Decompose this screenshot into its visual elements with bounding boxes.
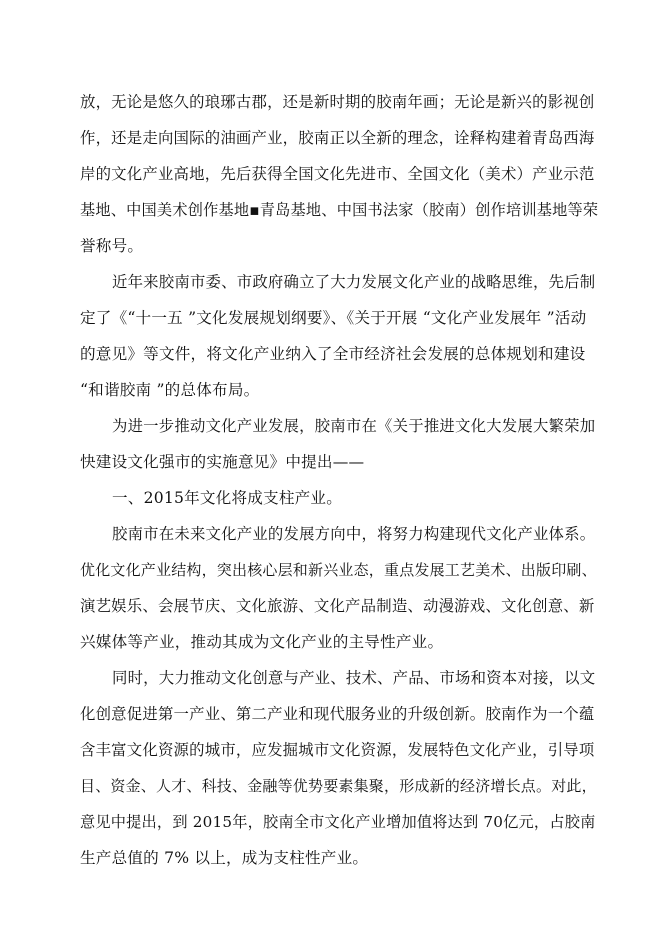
text-line: 定了《“十一五 ”文化发展规划纲要》、《关于开展 “文化产业发展年 ”活动 xyxy=(80,309,587,327)
text-line: 誉称号。 xyxy=(80,237,144,255)
text-line: 放，无论是悠久的琅琊古郡，还是新时期的胶南年画；无论是新兴的影视创 xyxy=(80,93,595,111)
text-line: “和谐胶南 ”的总体布局。 xyxy=(80,381,260,399)
text-line: 基地、中国美术创作基地▪青岛基地、中国书法家（胶南）创作培训基地等荣 xyxy=(80,201,599,219)
text-line: 岸的文化产业高地，先后获得全国文化先进市、全国文化（美术）产业示范 xyxy=(80,165,595,183)
section-heading: 一、2015年文化将成支柱产业。 xyxy=(112,489,343,507)
text-line: 意见中提出，到 2015年，胶南全市文化产业增加值将达到 70亿元，占胶南 xyxy=(80,813,596,831)
text-line: 优化文化产业结构，突出核心层和新兴业态，重点发展工艺美术、出版印刷、 xyxy=(80,561,597,579)
text-line: 的意见》等文件，将文化产业纳入了全市经济社会发展的总体规划和建设 xyxy=(80,345,586,363)
text-line: 含丰富文化资源的城市，应发掘城市文化资源，发展特色文化产业，引导项 xyxy=(80,741,595,759)
text-line: 演艺娱乐、会展节庆、文化旅游、文化产品制造、动漫游戏、文化创意、新 xyxy=(80,597,595,615)
text-line: 目、资金、人才、科技、金融等优势要素集聚，形成新的经济增长点。对此， xyxy=(80,777,597,795)
text-line: 兴媒体等产业，推动其成为文化产业的主导性产业。 xyxy=(80,633,444,651)
text-line: 胶南市在未来文化产业的发展方向中，将努力构建现代文化产业体系。 xyxy=(112,525,596,543)
text-line: 近年来胶南市委、市政府确立了大力发展文化产业的战略思维，先后制 xyxy=(112,273,596,291)
text-line: 生产总值的 7% 以上，成为支柱性产业。 xyxy=(80,849,369,867)
text-line: 为进一步推动文化产业发展，胶南市在《关于推进文化大发展大繁荣加 xyxy=(112,417,596,435)
text-line: 同时，大力推动文化创意与产业、技术、产品、市场和资本对接，以文 xyxy=(112,669,596,687)
text-line: 作，还是走向国际的油画产业，胶南正以全新的理念，诠释构建着青岛西海 xyxy=(80,129,595,147)
text-line: 化创意促进第一产业、第二产业和现代服务业的升级创新。胶南作为一个蕴 xyxy=(80,705,595,723)
text-line: 快建设文化强市的实施意见》中提出—— xyxy=(80,453,365,471)
